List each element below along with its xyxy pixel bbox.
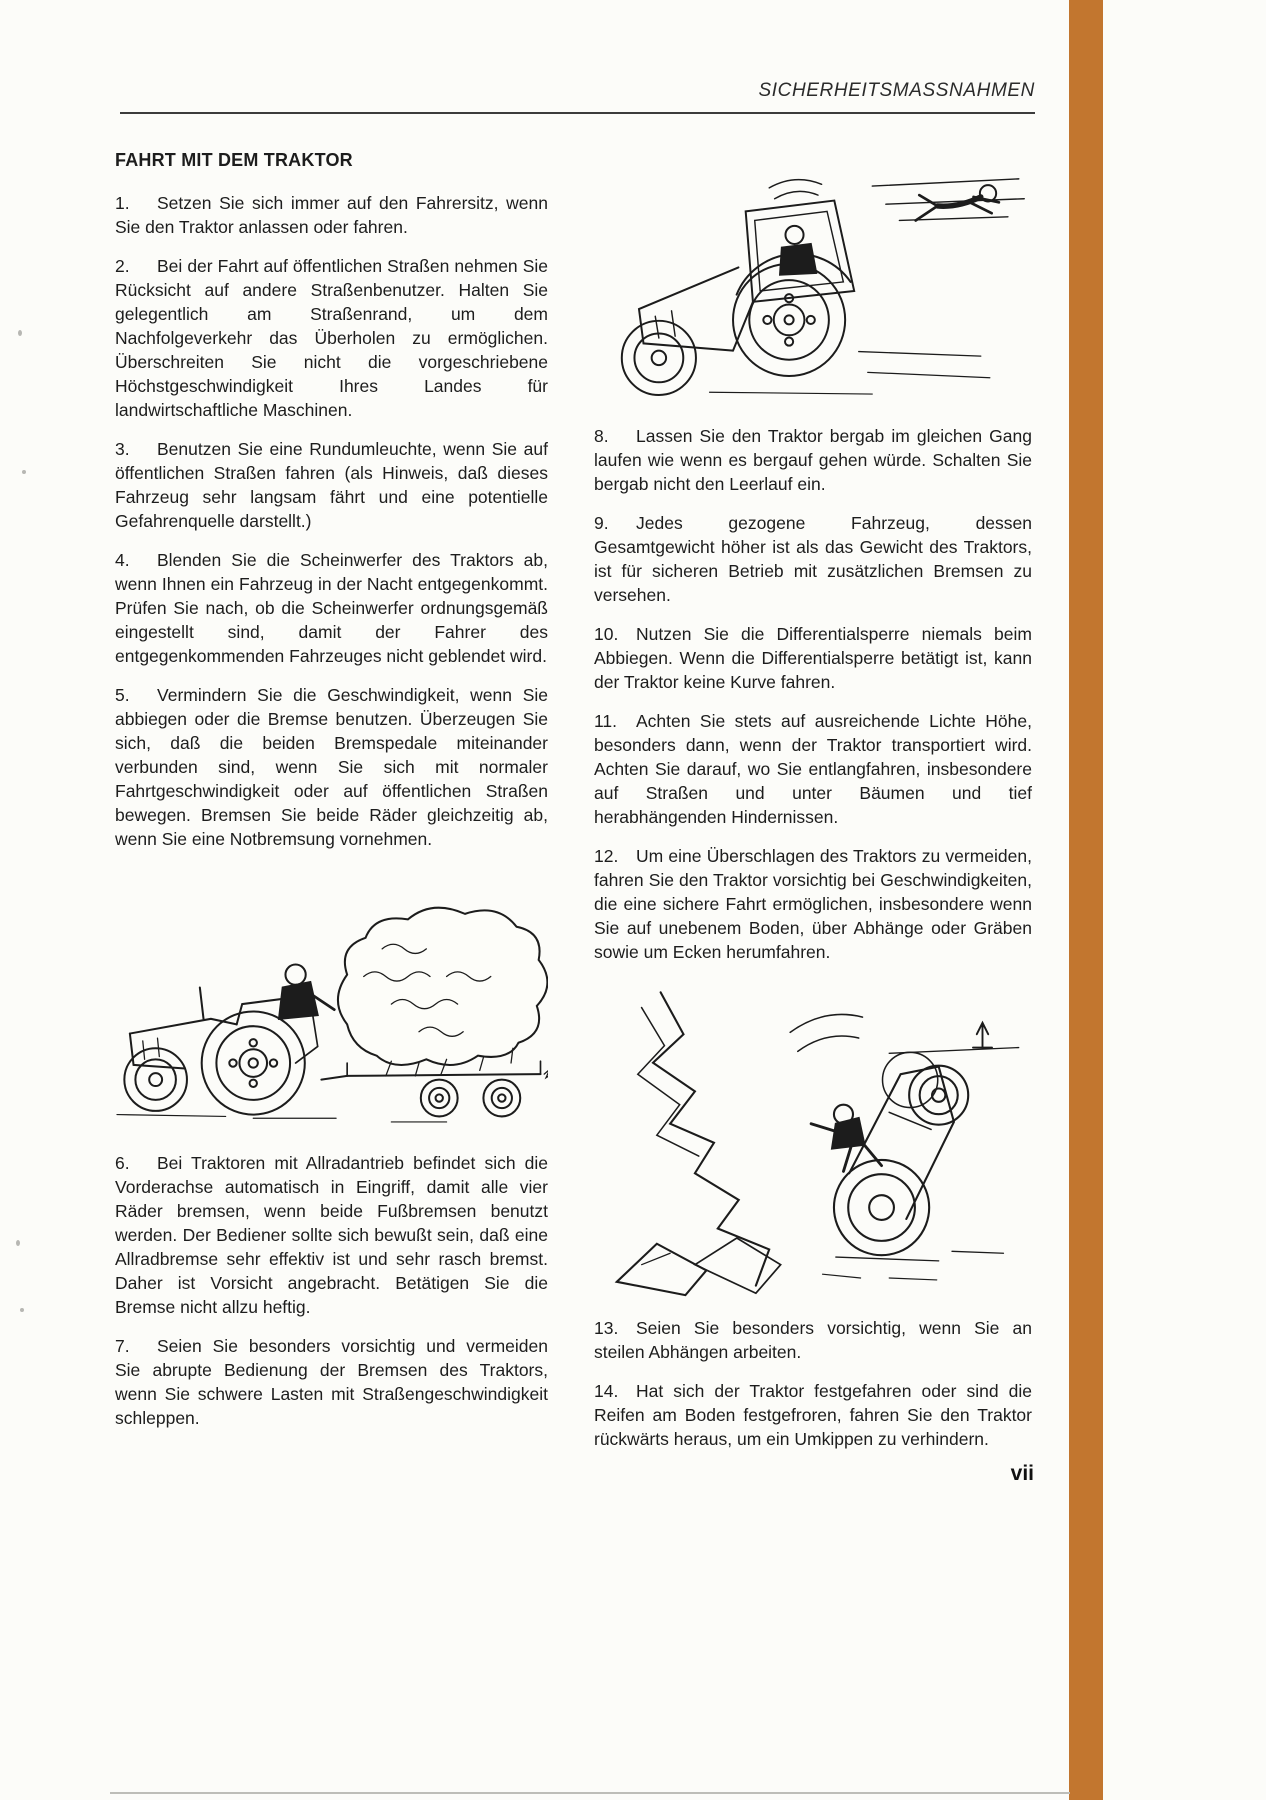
- list-item: [594, 1316, 1032, 1364]
- item-text: Um eine Überschlagen des Traktors zu vermeiden, fahren Sie den Traktor vorsichtig bei Geschwindigkeiten, die eine sichere Fahrt ermöglichen, insbesondere wenn Sie auf unebenem Boden, über Abhänge oder Gräben sowie um Ecken herumfahren.: [594, 846, 1032, 962]
- item-text: Vermindern Sie die Geschwindigkeit, wenn Sie abbiegen oder die Bremse benutzen. Überzeugen Sie sich, daß die beiden Bremspedale miteinander verbunden sind, wenn Sie sich mit normaler Fahrtgeschwindigkeit oder auf öffentlichen Straßen bewegen. Bremsen Sie beide Räder gleichzeitig ab, wenn Sie eine Notbremsung vornehmen.: [115, 685, 548, 849]
- item-number: 14.: [594, 1381, 619, 1401]
- item-text: Hat sich der Traktor festgefahren oder sind die Reifen am Boden festgefroren, fahren Sie den Traktor rückwärts heraus, um ein Umkippen zu verhindern.: [594, 1381, 1032, 1449]
- right-column: [594, 166, 1032, 1466]
- item-text: Achten Sie stets auf ausreichende Lichte Höhe, besonders dann, wenn der Traktor transportiert wird. Achten Sie darauf, wo Sie entlangfahren, insbesondere auf Straßen und unter Bäumen und tief herabhängenden Hindernissen.: [594, 711, 1032, 827]
- item-number: 12.: [594, 846, 619, 866]
- list-item: [115, 437, 548, 533]
- speeding-tractor-illustration: [594, 166, 1032, 406]
- item-number: 9.: [594, 513, 609, 533]
- item-number: 10.: [594, 624, 619, 644]
- item-number: 5.: [115, 685, 130, 705]
- list-item: [594, 844, 1032, 964]
- list-item: [115, 1151, 548, 1319]
- item-number: 4.: [115, 550, 130, 570]
- list-item: [115, 683, 548, 851]
- left-column: [115, 150, 548, 1445]
- scan-edge-line: [110, 1792, 1070, 1794]
- list-item: [115, 191, 548, 239]
- item-text: Lassen Sie den Traktor bergab im gleichen Gang laufen wie wenn es bergauf gehen würde. Schalten Sie bergab nicht den Leerlauf ein.: [594, 426, 1032, 494]
- item-text: Nutzen Sie die Differentialsperre niemals beim Abbiegen. Wenn die Differentialsperre betätigt ist, kann der Traktor keine Kurve fahren.: [594, 624, 1032, 692]
- slope-tipover-illustration: [594, 979, 1032, 1298]
- item-number: 1.: [115, 193, 130, 213]
- item-text: Seien Sie besonders vorsichtig, wenn Sie an steilen Abhängen arbeiten.: [594, 1318, 1032, 1362]
- item-text: Setzen Sie sich immer auf den Fahrersitz, wenn Sie den Traktor anlassen oder fahren.: [115, 193, 548, 237]
- running-header: SICHERHEITSMASSNAHMEN: [758, 80, 1035, 101]
- scan-speck: [18, 330, 22, 336]
- hay-trailer-illustration: [115, 866, 548, 1133]
- item-text: Benutzen Sie eine Rundumleuchte, wenn Sie auf öffentlichen Straßen fahren (als Hinweis, daß dieses Fahrzeug sehr langsam fährt und eine potentielle Gefahrenquelle darstellt.): [115, 439, 548, 531]
- list-item: [115, 1334, 548, 1430]
- list-item: [594, 622, 1032, 694]
- item-text: Seien Sie besonders vorsichtig und vermeiden Sie abrupte Bedienung der Bremsen des Traktors, wenn Sie schwere Lasten mit Straßengeschwindigkeit schleppen.: [115, 1336, 548, 1428]
- list-item: [594, 1379, 1032, 1451]
- list-item: [115, 548, 548, 668]
- list-item: [115, 254, 548, 422]
- item-text: Jedes gezogene Fahrzeug, dessen Gesamtgewicht höher ist als das Gewicht des Traktors, ist für sicheren Betrieb mit zusätzlichen Bremsen zu versehen.: [594, 513, 1032, 605]
- scan-speck: [22, 470, 26, 474]
- item-text: Bei Traktoren mit Allradantrieb befindet sich die Vorderachse automatisch in Eingriff, damit alle vier Räder bremsen, wenn beide Fußbremsen benutzt werden. Der Bediener sollte sich bewußt sein, daß eine Allradbremse sehr effektiv ist und sehr rasch bremst. Daher ist Vorsicht angebracht. Betätigen Sie die Bremse nicht allzu heftig.: [115, 1153, 548, 1317]
- header-rule: [120, 112, 1035, 114]
- list-item: [594, 709, 1032, 829]
- list-item: [594, 511, 1032, 607]
- item-number: 11.: [594, 711, 618, 731]
- item-number: 2.: [115, 256, 130, 276]
- list-item: [594, 424, 1032, 496]
- scan-speck: [20, 1308, 24, 1312]
- scan-speck: [16, 1240, 20, 1246]
- item-text: Blenden Sie die Scheinwerfer des Traktors ab, wenn Ihnen ein Fahrzeug in der Nacht entgegenkommt. Prüfen Sie nach, ob die Scheinwerfer ordnungsgemäß eingestellt sind, damit der Fahrer des entgegenkommenden Fahrzeuges nicht geblendet wird.: [115, 550, 548, 666]
- item-number: 13.: [594, 1318, 619, 1338]
- page-number: vii: [1010, 1462, 1034, 1485]
- item-number: 6.: [115, 1153, 130, 1173]
- item-number: 3.: [115, 439, 130, 459]
- section-title: FAHRT MIT DEM TRAKTOR: [115, 150, 353, 170]
- item-number: 8.: [594, 426, 609, 446]
- item-text: Bei der Fahrt auf öffentlichen Straßen nehmen Sie Rücksicht auf andere Straßenbenutzer. Halten Sie gelegentlich am Straßenrand, um dem Nachfolgeverkehr das Überholen zu ermöglichen. Überschreiten Sie nicht die vorgeschriebene Höchstgeschwindigkeit Ihres Landes für landwirtschaftliche Maschinen.: [115, 256, 548, 420]
- item-number: 7.: [115, 1336, 130, 1356]
- page-edge-stripe: [1069, 0, 1103, 1800]
